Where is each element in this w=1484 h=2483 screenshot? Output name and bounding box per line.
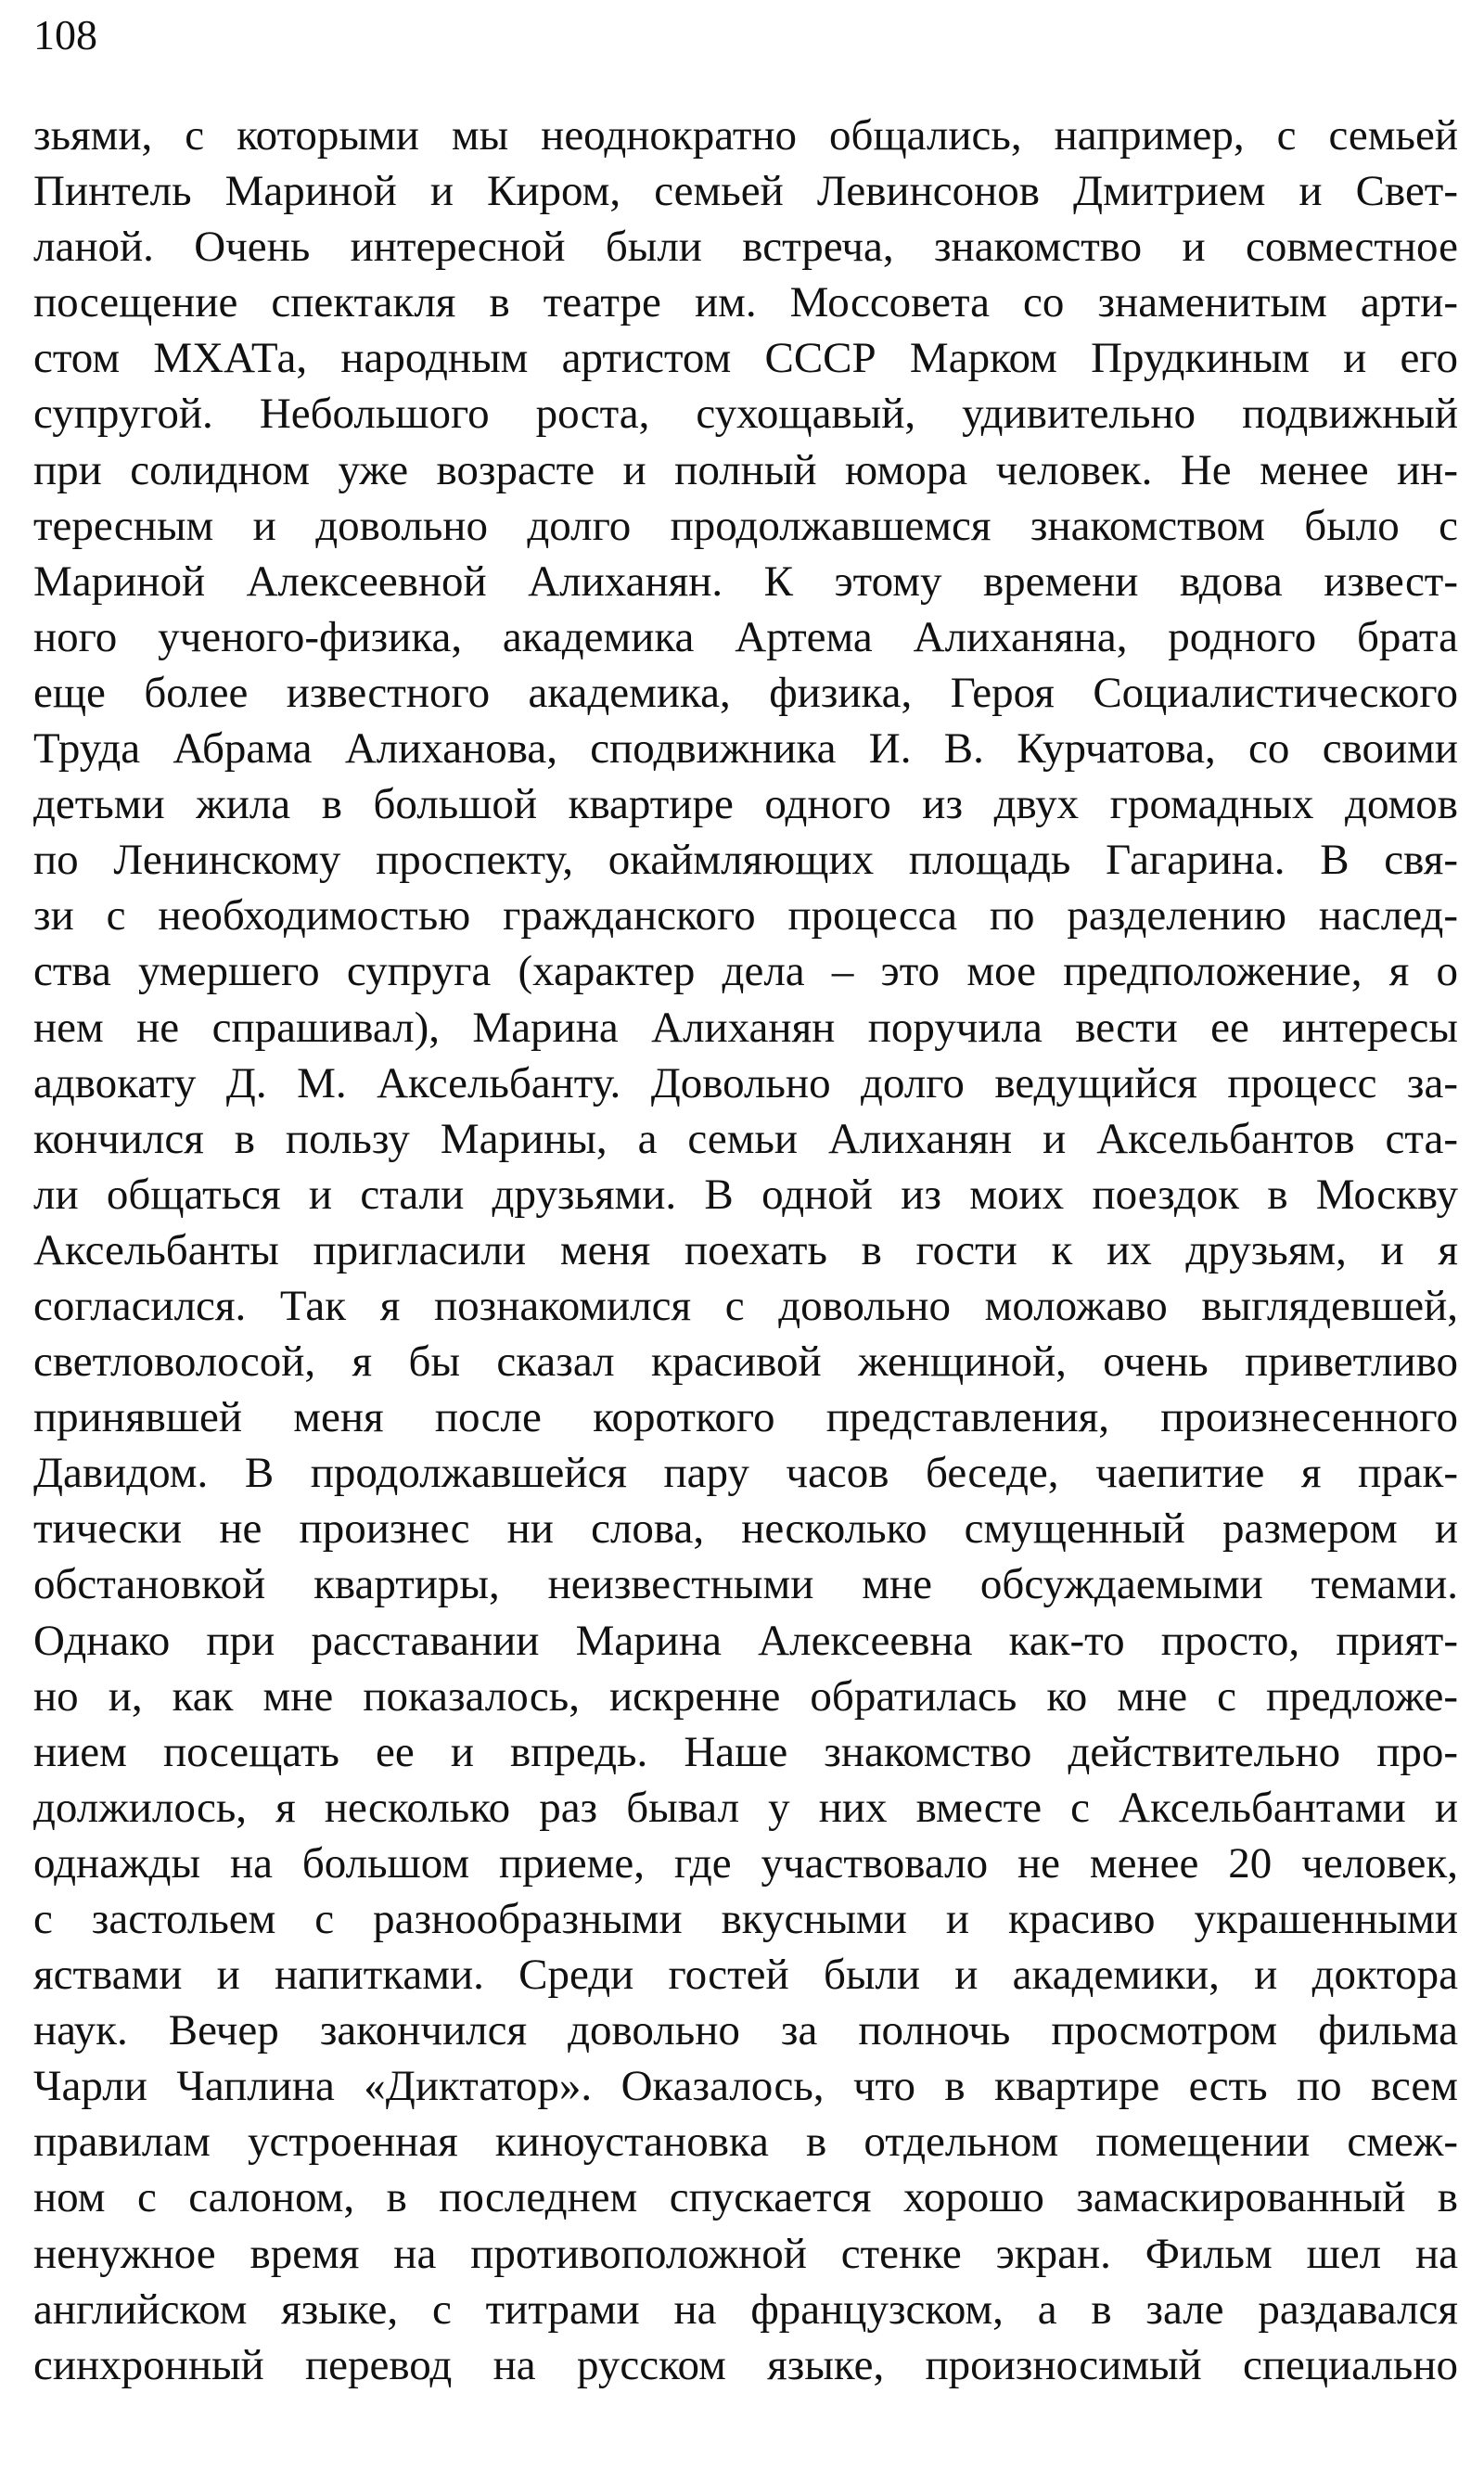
text-line: зьями, с которыми мы неоднократно общались, например, с семьей xyxy=(33,111,1458,160)
text-line: ли общаться и стали друзьями. В одной из моих поездок в Москву xyxy=(33,1170,1458,1219)
text-line: должилось, я несколько раз бывал у них вместе с Аксельбантами и xyxy=(33,1783,1458,1832)
text-line: Чарли Чаплина «Диктатор». Оказалось, что в квартире есть по всем xyxy=(33,2062,1458,2111)
text-line: стом МХАТа, народным артистом СССР Марком Прудкиным и его xyxy=(33,334,1458,383)
text-line: ного ученого-физика, академика Артема Алиханяна, родного брата xyxy=(33,612,1458,661)
text-line: при солидном уже возрасте и полный юмора человек. Не менее ин- xyxy=(33,445,1458,494)
text-line: обстановкой квартиры, неизвестными мне обсуждаемыми темами. xyxy=(33,1560,1458,1609)
text-line: ненужное время на противоположной стенке экран. Фильм шел на xyxy=(33,2229,1458,2278)
text-line: правилам устроенная киноустановка в отдельном помещении смеж- xyxy=(33,2118,1458,2167)
text-line: но и, как мне показалось, искренне обратилась ко мне с предложе- xyxy=(33,1671,1458,1721)
text-line: Однако при расставании Марина Алексеевна как-то просто, прият- xyxy=(33,1616,1458,1665)
text-line: тически не произнес ни слова, несколько смущенный размером и xyxy=(33,1504,1458,1554)
text-line: адвокату Д. М. Аксельбанту. Довольно долго ведущийся процесс за- xyxy=(33,1058,1458,1107)
text-line: посещение спектакля в театре им. Моссовета со знаменитым арти- xyxy=(33,278,1458,327)
text-line: нем не спрашивал), Марина Алиханян поручила вести ее интересы xyxy=(33,1003,1458,1052)
text-line: синхронный перевод на русском языке, произносимый специально xyxy=(33,2340,1458,2389)
text-line: зи с необходимостью гражданского процесса по разделению наслед- xyxy=(33,891,1458,941)
text-line: Давидом. В продолжавшейся пару часов беседе, чаепитие я прак- xyxy=(33,1449,1458,1498)
text-line: согласился. Так я познакомился с довольно моложаво выглядевшей, xyxy=(33,1281,1458,1330)
text-line: еще более известного академика, физика, Героя Социалистического xyxy=(33,668,1458,717)
text-line: нием посещать ее и впредь. Наше знакомство действительно про- xyxy=(33,1727,1458,1776)
text-line: кончился в пользу Марины, а семьи Алиханян и Аксельбантов ста- xyxy=(33,1114,1458,1163)
text-line: светловолосой, я бы сказал красивой женщиной, очень приветливо xyxy=(33,1337,1458,1387)
text-line: Пинтель Мариной и Киром, семьей Левинсонов Дмитрием и Свет- xyxy=(33,167,1458,216)
text-line: с застольем с разнообразными вкусными и красиво украшенными xyxy=(33,1895,1458,1943)
text-line: ства умершего супруга (характер дела – это мое предположение, я о xyxy=(33,947,1458,996)
text-line: Аксельбанты пригласили меня поехать в гости к их друзьям, и я xyxy=(33,1225,1458,1274)
text-line: ланой. Очень интересной были встреча, знакомство и совместное xyxy=(33,223,1458,272)
text-line: супругой. Небольшого роста, сухощавый, удивительно подвижный xyxy=(33,390,1458,439)
body-text xyxy=(33,108,1458,2393)
text-line: по Ленинскому проспекту, окаймляющих площадь Гагарина. В свя- xyxy=(33,836,1458,885)
text-line: Труда Абрама Алиханова, сподвижника И. В. Курчатова, со своими xyxy=(33,724,1458,774)
text-line: детьми жила в большой квартире одного из двух громадных домов xyxy=(33,780,1458,829)
text-line: наук. Вечер закончился довольно за полночь просмотром фильма xyxy=(33,2006,1458,2055)
text-line: английском языке, с титрами на французском, а в зале раздавался xyxy=(33,2285,1458,2334)
text-line: ном с салоном, в последнем спускается хорошо замаскированный в xyxy=(33,2173,1458,2222)
text-line: принявшей меня после короткого представления, произнесенного xyxy=(33,1393,1458,1442)
text-line: Мариной Алексеевной Алиханян. К этому времени вдова извест- xyxy=(33,557,1458,606)
text-line: однажды на большом приеме, где участвовало не менее 20 человек, xyxy=(33,1838,1458,1888)
page-number: 108 xyxy=(33,11,97,58)
text-line: яствами и напитками. Среди гостей были и академики, и доктора xyxy=(33,1951,1458,2000)
text-line: тересным и довольно долго продолжавшемся знакомством было с xyxy=(33,501,1458,550)
